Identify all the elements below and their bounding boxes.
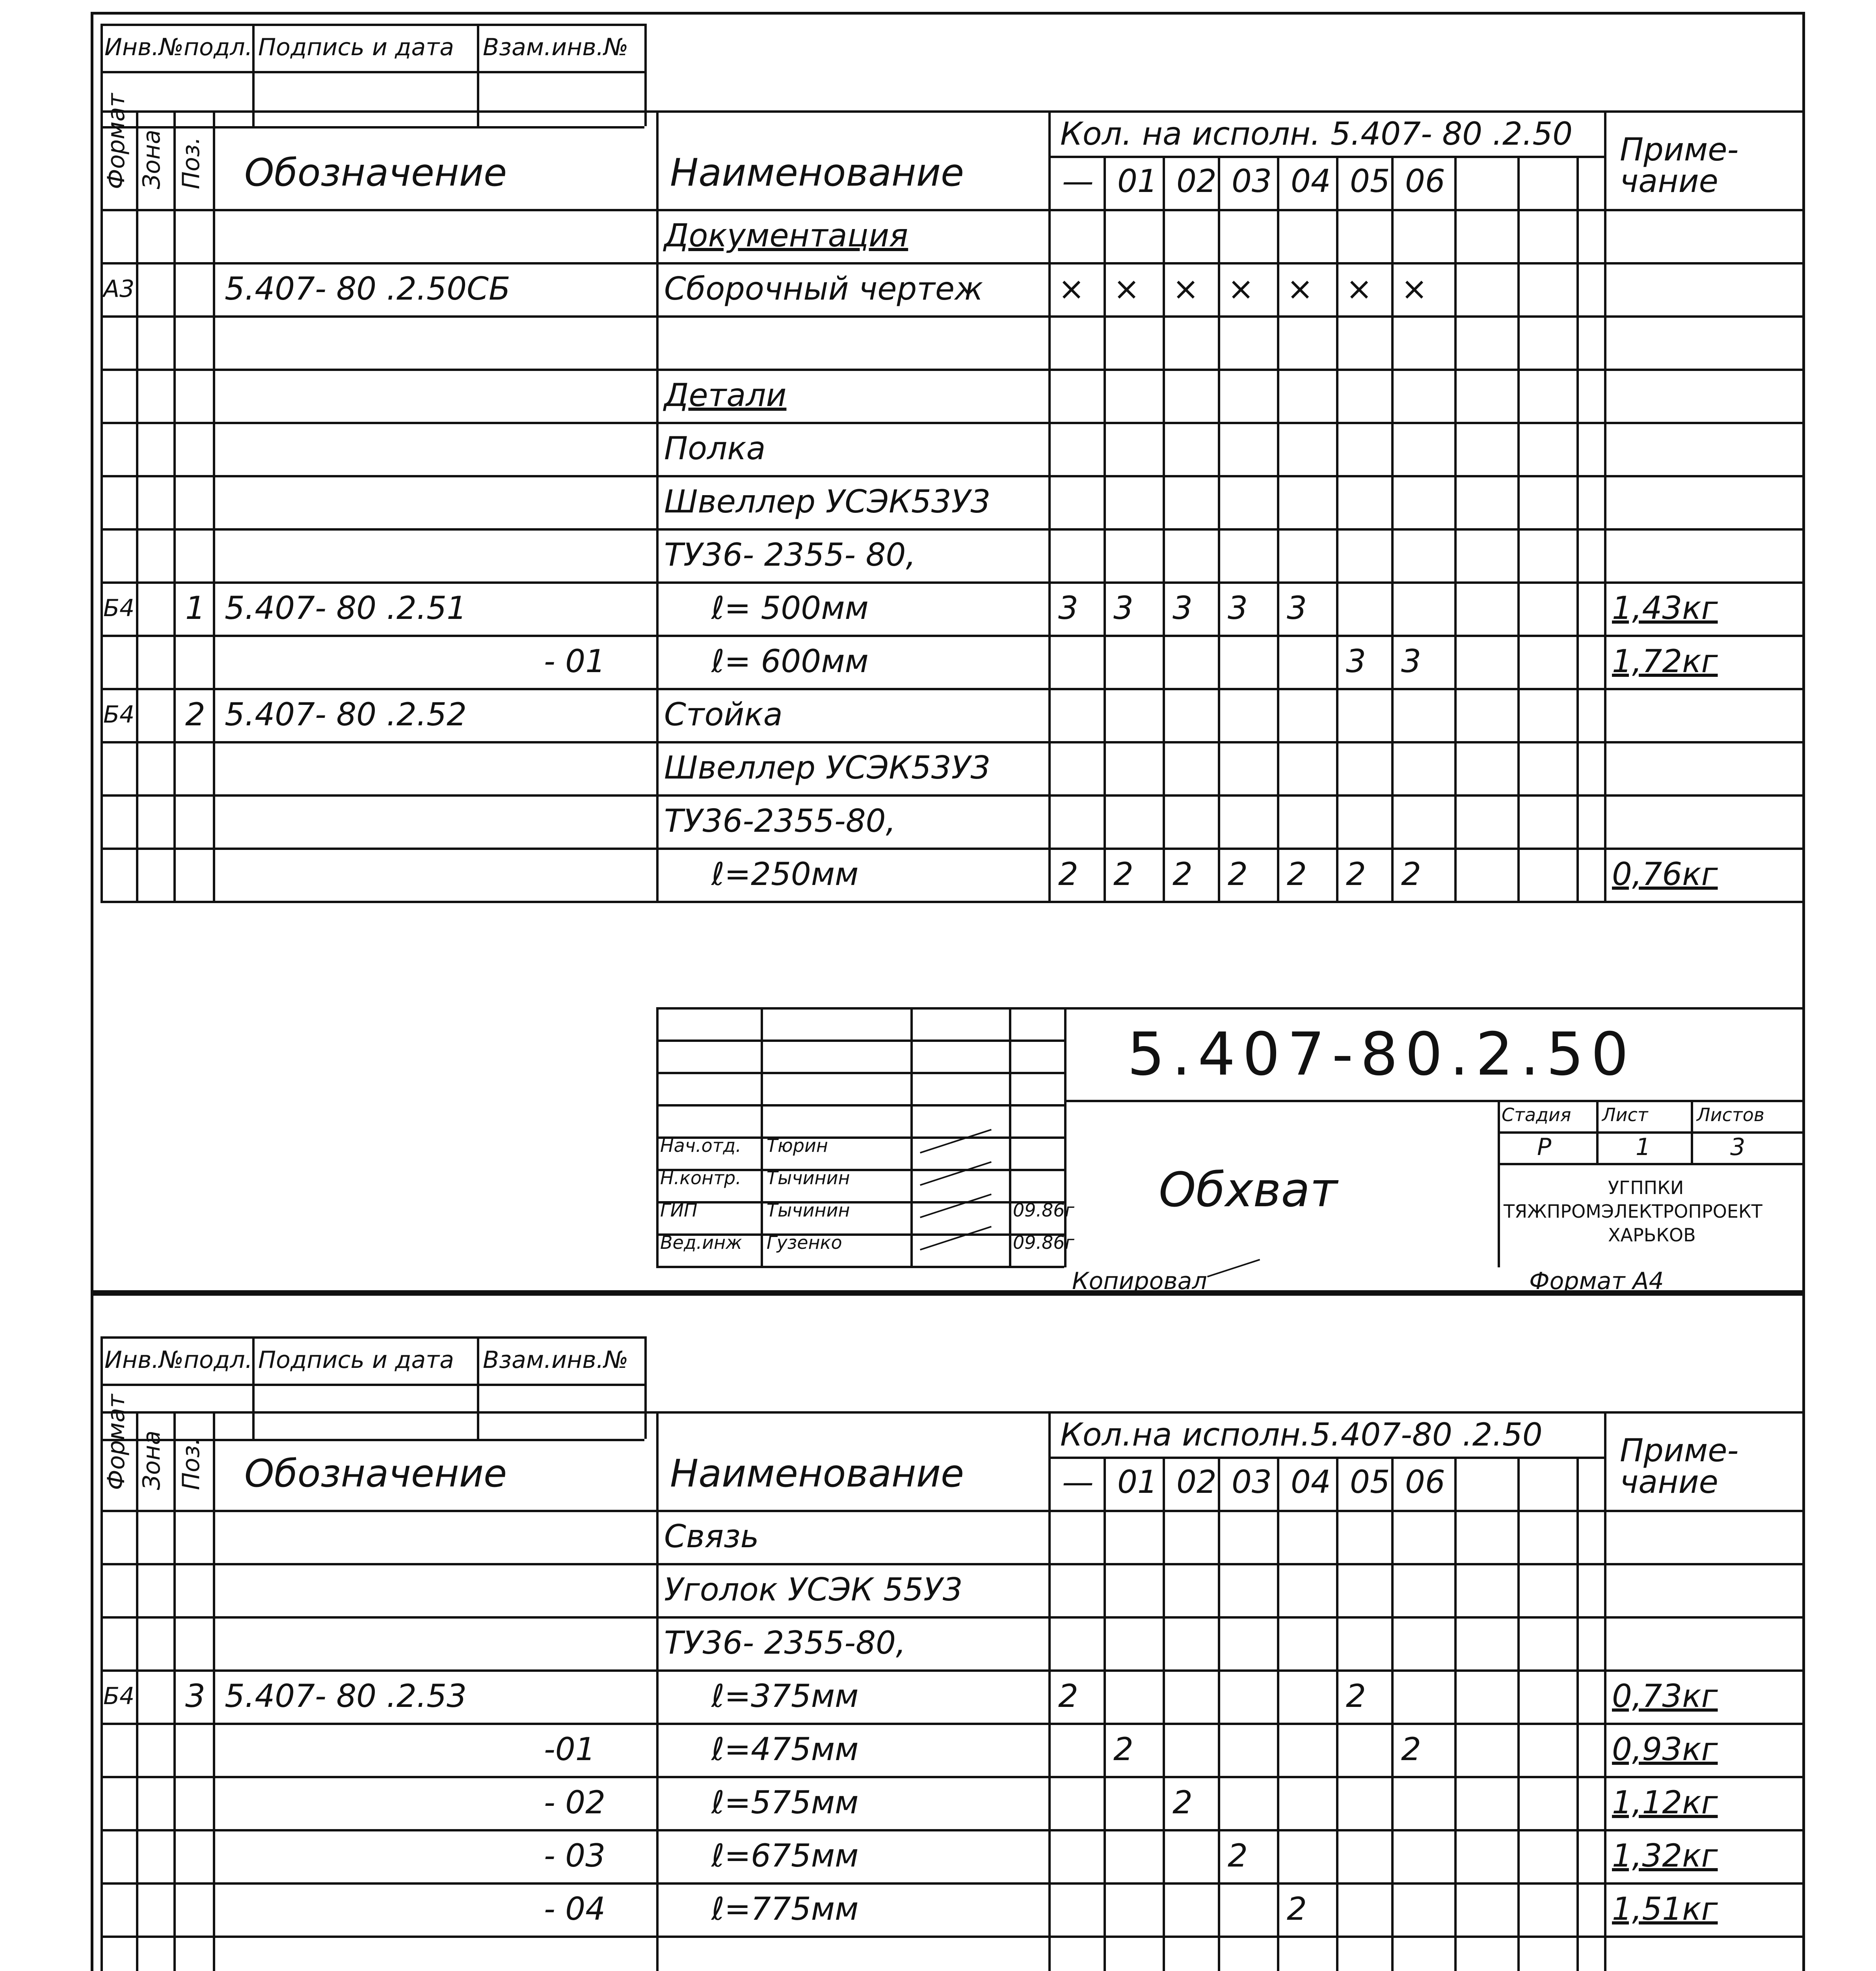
rule-line [1336,1457,1338,1971]
row-qty: × [1228,270,1254,307]
rule-line [100,126,644,129]
staff-role: Вед.инж [660,1232,742,1253]
staff-role: Нач.отд. [660,1135,741,1156]
row-format: Б4 [103,700,135,728]
row-name: ℓ=775мм [711,1890,859,1927]
rule-line [100,848,1805,850]
row-name: ℓ=575мм [711,1784,859,1821]
rule-line [1391,1457,1394,1971]
rule-line [100,1563,1805,1565]
row-qty: × [1346,270,1373,307]
rule-line [100,1336,644,1339]
rule-line [1498,1163,1805,1165]
rule-line [477,1336,479,1439]
row-qty: × [1172,270,1199,307]
rule-line [1104,156,1106,901]
col-header-variant: 04 [1291,163,1331,199]
col-header-pos: Поз. [177,137,205,189]
rule-line [1498,1100,1500,1267]
row-qty: 2 [1228,1837,1248,1874]
col-header-qty-title: Кол.на исполн.5.407-80 .2.50 [1060,1416,1543,1453]
col-header-zone: Зона [138,129,166,189]
rule-line [644,1336,647,1439]
rule-line [1596,1100,1599,1163]
rule-line [1048,1411,1051,1971]
row-designation: - 02 [544,1784,606,1821]
row-name: ℓ=250мм [711,855,859,892]
rule-line [100,1723,1805,1725]
row-name: Уголок УСЭК 55У3 [664,1571,963,1608]
row-pos: 3 [185,1677,205,1714]
row-name: ℓ=675мм [711,1837,859,1874]
sheets-label: Листов [1697,1104,1764,1125]
col-header-zone: Зона [138,1430,166,1490]
row-designation: - 01 [544,643,606,680]
rule-line [136,110,138,901]
rule-line [100,1776,1805,1778]
staff-date: 09.86г [1013,1232,1074,1253]
row-qty: 2 [1287,1890,1307,1927]
row-name: ТУ36-2355-80, [664,802,896,839]
row-name: Детали [664,376,787,414]
rule-line [100,1510,1805,1512]
rule-line [100,1411,103,1971]
row-name: Сборочный чертеж [664,270,983,307]
rule-line [1104,1457,1106,1971]
rule-line [100,901,1805,903]
row-name: Швеллер УСЭК53У3 [664,483,991,520]
rule-line [1517,156,1520,901]
rule-line [100,528,1805,531]
stamp-header: Подпись и дата [258,1346,454,1374]
col-header-variant: 02 [1176,163,1217,199]
rule-line [1163,1457,1165,1971]
rule-line [173,1411,176,1971]
col-header-variant: 04 [1291,1464,1331,1500]
rule-line [1048,156,1604,158]
row-qty: 2 [1172,1784,1193,1821]
row-name: ТУ36- 2355-80, [664,1624,906,1661]
col-header-qty-title: Кол. на исполн. 5.407- 80 .2.50 [1060,116,1573,152]
org-line: УГППКИ [1608,1177,1684,1198]
col-header-variant: — [1062,163,1094,199]
col-header-pos: Поз. [177,1438,205,1490]
staff-name: Тычинин [767,1200,850,1221]
col-header-variant: 06 [1405,1464,1445,1500]
stage-value: Р [1537,1133,1552,1161]
rule-line [100,1829,1805,1831]
row-qty: 3 [1228,589,1248,626]
row-qty: 2 [1113,855,1133,892]
rule-line [656,110,659,901]
sheet-frame [91,1293,1805,1971]
row-name: ℓ=375мм [711,1677,859,1714]
row-qty: × [1287,270,1314,307]
rule-line [1048,1457,1604,1459]
rule-line [1517,1457,1520,1971]
staff-role: Н.контр. [660,1167,741,1189]
rule-line [100,475,1805,477]
col-header-variant: 03 [1232,163,1272,199]
rule-line [100,71,644,73]
row-note: 0,73кг [1612,1677,1718,1714]
rule-line [1454,1457,1457,1971]
row-note: 0,76кг [1612,855,1718,892]
rule-line [100,315,1805,318]
row-qty: 2 [1401,855,1421,892]
row-format: Б4 [103,1682,135,1710]
rule-line [656,1007,1805,1010]
row-qty: 3 [1172,589,1193,626]
row-designation: 5.407- 80 .2.52 [225,696,467,733]
row-qty: 2 [1172,855,1193,892]
col-header-variant: 05 [1350,1464,1390,1500]
col-header-variant: 02 [1176,1464,1217,1500]
row-qty: × [1401,270,1428,307]
rule-line [100,110,1805,113]
rule-line [656,1040,1064,1042]
row-note: 1,43кг [1612,589,1718,626]
rule-line [100,581,1805,584]
staff-name: Тюрин [767,1135,828,1156]
col-header-note: Приме-чание [1620,131,1739,199]
row-qty: 2 [1401,1731,1421,1768]
row-designation: - 04 [544,1890,606,1927]
rule-line [1277,1457,1279,1971]
row-format: Б4 [103,594,135,622]
row-name: Документация [664,217,908,254]
staff-name: Гузенко [767,1232,842,1253]
row-qty: 2 [1058,855,1078,892]
rule-line [100,794,1805,797]
rule-line [1218,1457,1220,1971]
rule-line [1576,156,1579,901]
col-header-name: Наименование [670,151,964,195]
row-name: Стойка [664,696,783,733]
row-name: Полка [664,430,766,467]
rule-line [213,1411,215,1971]
rule-line [1218,156,1220,901]
rule-line [100,1411,1805,1414]
row-qty: 2 [1346,1677,1366,1714]
title-code: 5.407-80.2.50 [1127,1020,1636,1089]
row-pos: 2 [185,696,205,733]
row-designation: 5.407- 80 .2.53 [225,1677,467,1714]
stamp-header: Взам.инв.№ [483,34,629,61]
col-header-designation: Обозначение [244,151,507,195]
col-header-variant: 05 [1350,163,1390,199]
col-header-variant: 01 [1117,163,1158,199]
rule-line [1064,1007,1066,1267]
col-header-variant: 01 [1117,1464,1158,1500]
row-name: ℓ=475мм [711,1731,859,1768]
row-qty: 2 [1058,1677,1078,1714]
row-note: 1,72кг [1612,643,1718,680]
sheet-label: Лист [1602,1104,1648,1125]
row-qty: 3 [1401,643,1421,680]
col-header-format: Формат [102,1394,130,1490]
rule-line [100,422,1805,424]
stamp-header: Инв.№подл. [104,1346,253,1374]
rule-line [1064,1100,1805,1102]
stage-label: Стадия [1502,1104,1571,1125]
row-pos: 1 [185,589,205,626]
row-name: Связь [664,1518,759,1555]
org-line: ТЯЖПРОМЭЛЕКТРОПРОЕКТ [1504,1201,1762,1222]
stamp-header: Инв.№подл. [104,34,253,61]
row-name: Швеллер УСЭК53У3 [664,749,991,786]
row-note: 0,93кг [1612,1731,1718,1768]
row-qty: 3 [1058,589,1078,626]
rule-line [656,1266,1064,1268]
col-header-note: Приме-чание [1620,1432,1739,1500]
title-name: Обхват [1159,1163,1338,1218]
rule-line [100,1669,1805,1672]
rule-line [100,1384,644,1386]
rule-line [656,1104,1064,1107]
row-designation: -01 [544,1731,596,1768]
rule-line [100,688,1805,690]
rule-line [100,1616,1805,1619]
rule-line [100,741,1805,743]
rule-line [252,1336,255,1439]
row-qty: 3 [1287,589,1307,626]
rule-line [100,369,1805,371]
rule-line [1604,110,1606,901]
rule-line [100,1882,1805,1885]
rule-line [656,1411,659,1971]
row-qty: 2 [1228,855,1248,892]
copied-label: Копировал [1072,1267,1207,1295]
col-header-designation: Обозначение [244,1451,507,1496]
col-header-format: Формат [102,93,130,189]
sheets-value: 3 [1730,1133,1746,1161]
col-header-variant: 06 [1405,163,1445,199]
row-designation: - 03 [544,1837,606,1874]
row-name: ℓ= 500мм [711,589,869,626]
row-qty: 3 [1346,643,1366,680]
rule-line [1163,156,1165,901]
row-designation: 5.407- 80 .2.51 [225,589,467,626]
rule-line [100,209,1805,211]
row-qty: × [1113,270,1140,307]
rule-line [173,110,176,901]
rule-line [656,1201,1064,1203]
rule-line [100,24,644,26]
rule-line [100,1936,1805,1938]
rule-line [1691,1100,1693,1163]
rule-line [1604,1411,1606,1971]
rule-line [1048,110,1051,901]
rule-line [136,1411,138,1971]
col-header-name: Наименование [670,1451,964,1496]
rule-line [656,1072,1064,1074]
col-header-variant: — [1062,1464,1094,1500]
rule-line [213,110,215,901]
org-line: ХАРЬКОВ [1608,1224,1696,1246]
row-qty: 2 [1287,855,1307,892]
row-note: 1,12кг [1612,1784,1718,1821]
stamp-header: Взам.инв.№ [483,1346,629,1374]
row-name: ТУ36- 2355- 80, [664,536,916,573]
rule-line [1277,156,1279,901]
row-qty: × [1058,270,1085,307]
staff-name: Тычинин [767,1167,850,1189]
row-designation: 5.407- 80 .2.50СБ [225,270,510,307]
row-note: 1,32кг [1612,1837,1718,1874]
rule-line [100,262,1805,265]
row-qty: 3 [1113,589,1133,626]
row-format: А3 [103,275,135,303]
rule-line [1336,156,1338,901]
row-qty: 2 [1346,855,1366,892]
rule-line [100,110,103,901]
rule-line [1454,156,1457,901]
sheet-value: 1 [1636,1133,1651,1161]
row-qty: 2 [1113,1731,1133,1768]
rule-line [100,635,1805,637]
staff-date: 09.86г [1013,1200,1074,1221]
row-note: 1,51кг [1612,1890,1718,1927]
rule-line [1576,1457,1579,1971]
staff-role: ГИП [660,1200,698,1221]
col-header-variant: 03 [1232,1464,1272,1500]
rule-line [1391,156,1394,901]
stamp-header: Подпись и дата [258,34,454,61]
row-name: ℓ= 600мм [711,643,869,680]
format-label: Формат А4 [1529,1267,1664,1295]
